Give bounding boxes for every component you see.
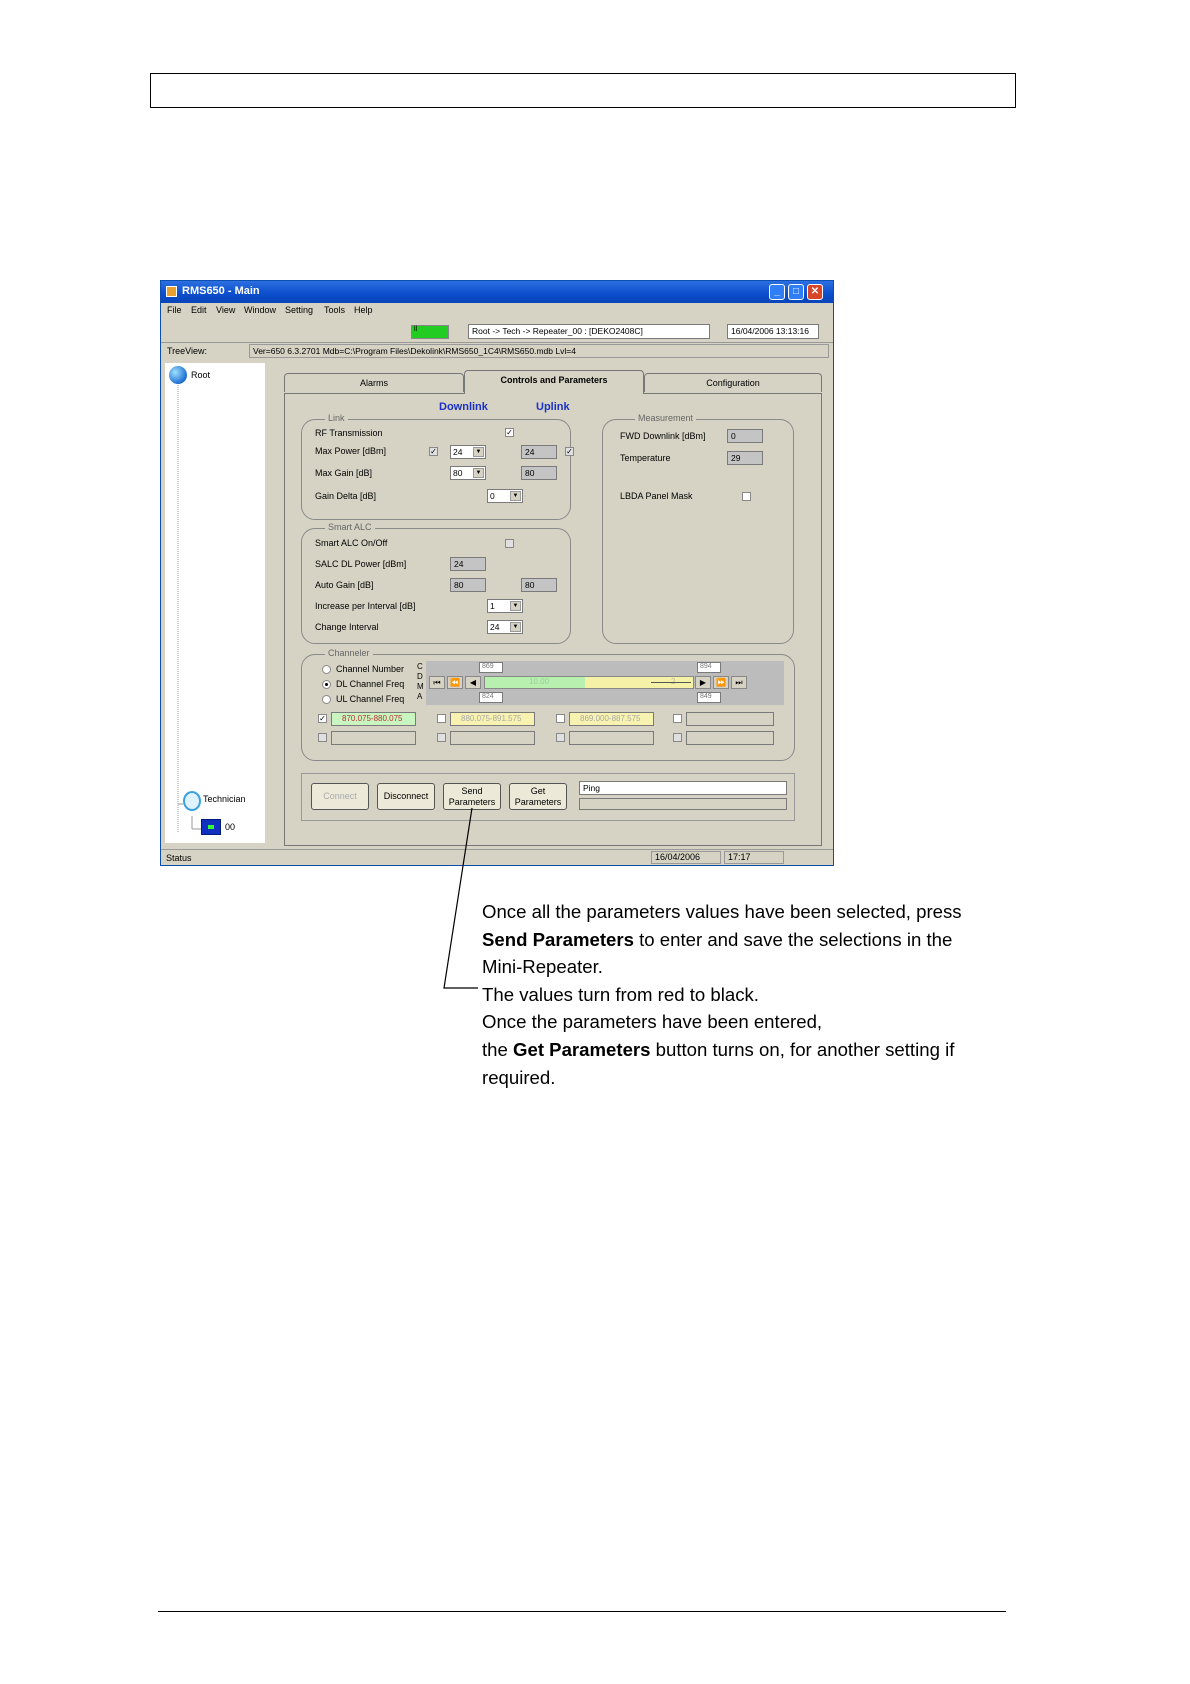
max-power-ul-checkbox[interactable]: ✓ (566, 447, 573, 456)
freq6-field[interactable] (450, 731, 535, 745)
change-interval-dropdown[interactable] (487, 620, 523, 634)
max-power-dl-checkbox[interactable]: ✓ (430, 447, 437, 456)
rewind-icon[interactable]: ⏪ (447, 676, 463, 689)
window-title: RMS650 - Main (182, 285, 260, 297)
temperature-label: Temperature (620, 453, 671, 463)
caption-line-6-rest: button turns on, for another setting if (650, 1038, 955, 1060)
slider-center-value: 10.00 (529, 677, 550, 686)
dropdown-arrow-icon: ▼ (510, 491, 521, 501)
status-bar (161, 849, 833, 866)
freq8-field[interactable] (686, 731, 774, 745)
send-parameters-button[interactable] (443, 783, 501, 810)
tree-view[interactable] (165, 363, 265, 843)
auto-gain-ul-field[interactable]: 80 (521, 578, 557, 592)
caption-line-5: Once the parameters have been entered, (482, 1011, 823, 1033)
app-icon (166, 286, 177, 297)
gain-delta-dropdown[interactable] (487, 489, 523, 503)
maximize-icon[interactable]: □ (788, 284, 804, 300)
channel-bottom-left: 824 (479, 692, 503, 703)
slider-bracket (651, 682, 691, 683)
menu-view[interactable]: View (216, 305, 236, 315)
datetime-field: 16/04/2006 13:13:16 (727, 324, 819, 339)
caption-line-6 (482, 1036, 1022, 1064)
rf-transmission-checkbox[interactable]: ✓ (506, 428, 513, 437)
freq1-field[interactable]: 870.075-880.075 (331, 712, 416, 726)
technician-node-icon[interactable] (183, 791, 201, 811)
tab-controls-and-parameters[interactable]: Controls and Parameters (464, 370, 644, 394)
freq8-checkbox[interactable] (673, 733, 682, 742)
send-parameters-label-1: Send (461, 786, 483, 796)
measurement-title: Measurement (635, 413, 696, 423)
menu-edit[interactable]: Edit (191, 305, 207, 315)
caption-text (482, 898, 1022, 1091)
send-parameters-emphasis: Send Parameters (482, 928, 634, 950)
ul-channel-freq-radio[interactable] (322, 695, 331, 704)
max-power-ul-field[interactable]: 24 (521, 445, 557, 459)
caption-line-2 (482, 926, 1022, 954)
rf-transmission-label: RF Transmission (315, 428, 383, 438)
tab-configuration[interactable]: Configuration (644, 373, 822, 392)
tree-root-label[interactable]: Root (191, 370, 211, 380)
channeler-title: Channeler (325, 648, 373, 658)
connect-button[interactable]: Connect (311, 783, 369, 810)
freq1-checkbox[interactable]: ✓ (319, 714, 326, 723)
minimize-icon[interactable]: _ (769, 284, 785, 300)
freq6-checkbox[interactable] (437, 733, 446, 742)
freq5-checkbox[interactable] (318, 733, 327, 742)
fast-forward-icon[interactable]: ⏩ (713, 676, 729, 689)
max-gain-dl-dropdown[interactable] (450, 466, 486, 480)
menu-window[interactable]: Window (244, 305, 277, 315)
tree-repeater-label[interactable]: 00 (225, 822, 236, 832)
max-power-label: Max Power [dBm] (315, 446, 387, 456)
first-icon[interactable]: ⏮ (429, 676, 445, 689)
dropdown-arrow-icon: ▼ (510, 622, 521, 632)
max-gain-ul-field[interactable]: 80 (521, 466, 557, 480)
dl-channel-freq-radio[interactable] (322, 680, 331, 689)
path-field: Root -> Tech -> Repeater_00 : [DEKO2408C] (468, 324, 710, 339)
dl-channel-freq-label: DL Channel Freq (336, 679, 405, 689)
menu-setting[interactable]: Setting (285, 305, 314, 315)
lbda-panel-mask-checkbox[interactable] (742, 492, 751, 501)
max-gain-label: Max Gain [dB] (315, 468, 373, 478)
menu-help[interactable]: Help (354, 305, 373, 315)
cdma-labels (417, 662, 424, 702)
caption-line-1: Once all the parameters values have been selected, press (482, 901, 962, 922)
increase-interval-dropdown[interactable] (487, 599, 523, 613)
title-bar (161, 281, 833, 303)
smart-alc-title: Smart ALC (325, 522, 375, 532)
cdma-c: C (417, 662, 423, 671)
ping-field[interactable]: Ping (579, 781, 787, 795)
dropdown-arrow-icon: ▼ (510, 601, 521, 611)
caption-line-3: Mini-Repeater. (482, 956, 603, 978)
app-window (160, 280, 834, 866)
gain-delta-value: 0 (490, 491, 495, 501)
toolbar-separator (161, 342, 833, 343)
channel-slider[interactable] (484, 676, 694, 689)
freq4-field[interactable] (686, 712, 774, 726)
disconnect-button[interactable]: Disconnect (377, 783, 435, 810)
max-power-dl-value: 24 (453, 447, 463, 457)
change-interval-value: 24 (490, 622, 500, 632)
cdma-a: A (417, 692, 423, 701)
ul-channel-freq-label: UL Channel Freq (336, 694, 405, 704)
step-back-icon[interactable]: ◀ (465, 676, 481, 689)
salc-dl-power-field[interactable]: 24 (450, 557, 486, 571)
tree-lines (165, 363, 265, 843)
tab-alarms[interactable]: Alarms (284, 373, 464, 392)
dropdown-arrow-icon: ▼ (473, 468, 484, 478)
channel-bottom-right: 849 (697, 692, 721, 703)
max-gain-dl-value: 80 (453, 468, 463, 478)
caption-line-4: The values turn from red to black. (482, 983, 759, 1005)
last-icon[interactable]: ⏭ (731, 676, 747, 689)
fwd-downlink-label: FWD Downlink [dBm] (620, 431, 706, 441)
close-icon[interactable]: ✕ (807, 284, 823, 300)
caption-line-2-rest: to enter and save the selections in the (633, 928, 953, 950)
get-parameters-label-2: Parameters (514, 797, 562, 807)
freq2-field[interactable]: 880.075-891.575 (450, 712, 535, 726)
fwd-downlink-field: 0 (727, 429, 763, 443)
uplink-header: Uplink (536, 401, 570, 413)
lbda-panel-mask-label: LBDA Panel Mask (620, 491, 693, 501)
temperature-field: 29 (727, 451, 763, 465)
freq3-checkbox[interactable] (556, 714, 565, 723)
status-time: 17:17 (724, 851, 784, 864)
increase-interval-label: Increase per Interval [dB] (315, 601, 416, 611)
salc-dl-power-label: SALC DL Power [dBm] (315, 559, 407, 569)
gain-delta-label: Gain Delta [dB] (315, 491, 377, 501)
page-header-box (150, 73, 1016, 108)
get-parameters-label-1: Get (530, 786, 546, 796)
channel-number-label: Channel Number (336, 664, 405, 674)
freq7-field[interactable] (569, 731, 654, 745)
footer-rule (158, 1611, 1006, 1612)
change-interval-label: Change Interval (315, 622, 379, 632)
channel-top-left: 869 (479, 662, 503, 673)
step-forward-icon[interactable]: ▶ (695, 676, 711, 689)
smart-alc-onoff-checkbox[interactable] (505, 539, 514, 548)
auto-gain-label: Auto Gain [dB] (315, 580, 374, 590)
dropdown-arrow-icon: ▼ (473, 447, 484, 457)
channel-top-right: 894 (697, 662, 721, 673)
auto-gain-dl-field[interactable]: 80 (450, 578, 486, 592)
smart-alc-onoff-label: Smart ALC On/Off (315, 538, 388, 548)
increase-interval-value: 1 (490, 601, 495, 611)
channel-number-radio[interactable] (322, 665, 331, 674)
freq3-field[interactable]: 869.000-887.575 (569, 712, 654, 726)
repeater-node-icon[interactable] (201, 819, 221, 835)
menu-file[interactable]: File (167, 305, 182, 315)
caption-line-7: required. (482, 1066, 556, 1088)
cdma-d: D (417, 672, 423, 681)
freq4-checkbox[interactable] (673, 714, 682, 723)
root-globe-icon[interactable] (169, 366, 187, 384)
treeview-label: TreeView: (167, 346, 208, 356)
status-label: Status (166, 853, 192, 863)
get-parameters-button[interactable] (509, 783, 567, 810)
menu-tools[interactable]: Tools (324, 305, 346, 315)
info-bar: Ver=650 6.3.2701 Mdb=C:\Program Files\Dekolink\RMS650_1C4\RMS650.mdb Lvl=4 (249, 344, 829, 358)
connection-led: ll (411, 325, 449, 339)
link-group-title: Link (325, 413, 348, 423)
downlink-header: Downlink (439, 401, 488, 413)
caption-line-6-pre: the (482, 1038, 514, 1060)
tree-technician-label[interactable]: Technician (203, 794, 246, 804)
freq7-checkbox[interactable] (556, 733, 565, 742)
menu-bar (161, 303, 833, 318)
freq2-checkbox[interactable] (437, 714, 446, 723)
status-date: 16/04/2006 (651, 851, 721, 864)
send-parameters-label-2: Parameters (448, 797, 496, 807)
cdma-m: M (417, 682, 424, 691)
max-power-dl-dropdown[interactable] (450, 445, 486, 459)
progress-field (579, 798, 787, 810)
freq5-field[interactable] (331, 731, 416, 745)
get-parameters-emphasis: Get Parameters (513, 1038, 651, 1060)
